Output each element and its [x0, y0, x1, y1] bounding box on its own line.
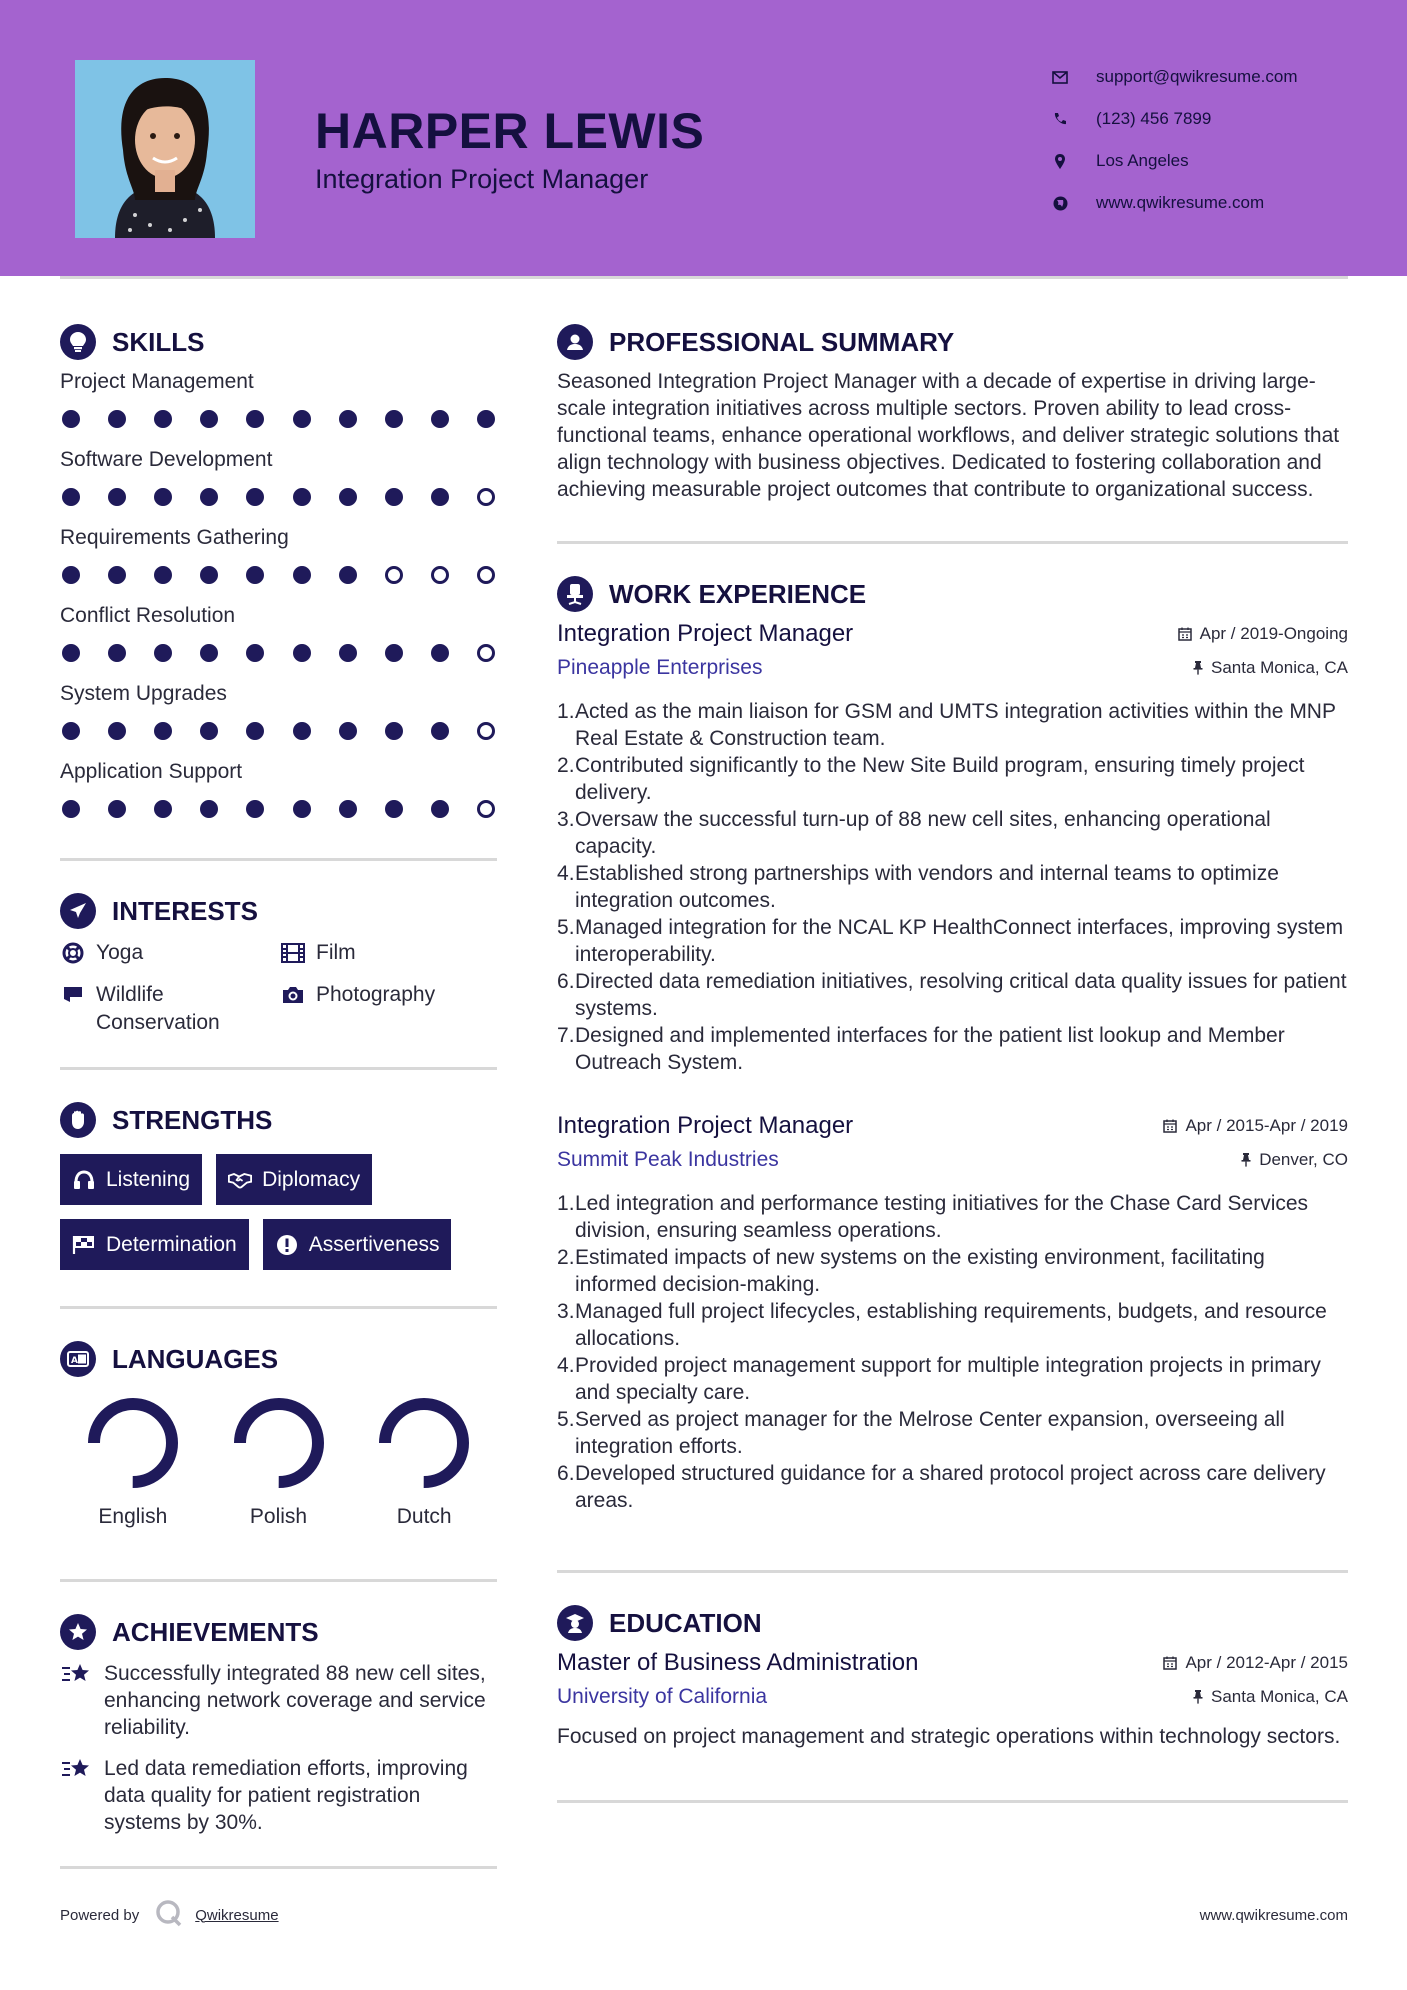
duty-item: Established strong partnerships with vendors and internal teams to optimize integration outcomes. [575, 862, 1279, 912]
strengths-section [60, 1100, 497, 1270]
strength-tag-assertiveness [263, 1219, 452, 1270]
language-label: Dutch [396, 1505, 452, 1528]
summary-text: Seasoned Integration Project Manager with a decade of expertise in driving large-scale integration initiatives across multiple sectors. Proven ability to lead cross-functional teams, enhance operational workflows, and deliver strategic solutions that align technology with business objectives. Dedicated to fostering collaboration and achieving measurable project outcomes that contribute to organizational success. [557, 370, 1340, 501]
phone-icon [1050, 109, 1070, 129]
rating-dot-filled [200, 722, 218, 740]
education-dates-text: Apr / 2012-Apr / 2015 [1185, 1653, 1348, 1672]
job-head [557, 1112, 1348, 1140]
rating-dot-filled [246, 800, 264, 818]
shooting-star-icon [60, 1755, 94, 1782]
contact-website[interactable] [1050, 182, 1350, 224]
strength-label: Diplomacy [262, 1167, 361, 1191]
rating-dot-filled [154, 800, 172, 818]
achievement-text: Successfully integrated 88 new cell sites, enhancing network coverage and service reliability. [104, 1662, 486, 1739]
achievement-text: Led data remediation efforts, improving data quality for patient registration systems by 30%. [104, 1757, 468, 1834]
rating-dot-filled [108, 488, 126, 506]
job-dates-text: Apr / 2019-Ongoing [1199, 624, 1348, 643]
rating-dot-filled [200, 410, 218, 428]
rating-dot-empty [477, 488, 495, 506]
calendar-icon [1178, 627, 1192, 641]
divider [60, 1579, 497, 1582]
education-sub [557, 1685, 1348, 1709]
job-location [1193, 658, 1348, 678]
duty-list [557, 1190, 1348, 1514]
achievements-heading [60, 1612, 497, 1652]
skill-name: Application Support [60, 760, 243, 783]
rating-dot-filled [154, 722, 172, 740]
contact-website-text: www.qwikresume.com [1096, 193, 1265, 212]
rating-dot-filled [385, 410, 403, 428]
skill-name: Project Management [60, 370, 254, 393]
rating-dot-filled [200, 566, 218, 584]
user-icon [557, 324, 593, 360]
skill-name: Conflict Resolution [60, 604, 236, 627]
company-name: Summit Peak Industries [557, 1148, 779, 1171]
rating-dot-filled [339, 488, 357, 506]
duty-list [557, 698, 1348, 1076]
interest-film [280, 939, 497, 967]
strength-tag-determination [60, 1219, 249, 1270]
achievement-item [60, 1755, 497, 1836]
job-location-text: Santa Monica, CA [1210, 658, 1348, 677]
contact-location-text: Los Angeles [1096, 151, 1189, 170]
language-item [60, 1395, 206, 1529]
duty-item: Acted as the main liaison for GSM and UMTS integration activities within the MNP Real Estate & Construction team. [575, 700, 1336, 750]
languages-title: LANGUAGES [112, 1343, 279, 1374]
interest-label: Photography [316, 983, 436, 1006]
rating-dot-empty [431, 566, 449, 584]
handshake-icon [228, 1168, 252, 1192]
strengths-heading [60, 1100, 497, 1140]
skills-list [60, 368, 497, 832]
rating-dot-filled [477, 410, 495, 428]
rating-dot-filled [62, 722, 80, 740]
camera-icon [280, 981, 306, 1009]
header-divider [60, 276, 1348, 279]
lifebuoy-icon [60, 939, 86, 967]
duty-item: Developed structured guidance for a shared protocol project across care delivery areas. [575, 1462, 1326, 1512]
rating-dot-filled [246, 410, 264, 428]
strengths-title: STRENGTHS [112, 1104, 273, 1135]
education-location-text: Santa Monica, CA [1210, 1687, 1348, 1706]
rating-dot-filled [293, 644, 311, 662]
rating-dot-filled [246, 488, 264, 506]
rating-dot-filled [62, 410, 80, 428]
language-level-ring [85, 1395, 181, 1491]
rating-dot-filled [431, 722, 449, 740]
job-entry [557, 620, 1348, 1076]
paper-plane-icon [60, 893, 96, 929]
rating-dot-filled [293, 800, 311, 818]
education-section [557, 1603, 1348, 1750]
checkered-flag-icon [72, 1233, 96, 1257]
languages-section [60, 1339, 497, 1529]
summary-heading [557, 322, 1348, 362]
rating-dot-filled [339, 410, 357, 428]
globe-icon [1050, 193, 1070, 213]
job-sub [557, 656, 1348, 680]
achievement-item [60, 1660, 497, 1741]
skill-rating [60, 708, 497, 754]
job-entry [557, 1112, 1348, 1514]
divider [60, 858, 497, 861]
rating-dot-filled [154, 410, 172, 428]
language-level-arc [385, 1404, 463, 1482]
strengths-tags [60, 1154, 497, 1270]
language-label: Polish [249, 1505, 308, 1528]
interest-wildlife-conservation [60, 981, 280, 1037]
achievements-title: ACHIEVEMENTS [112, 1616, 319, 1647]
interest-label: Wildlife Conservation [96, 983, 220, 1034]
interests-grid [60, 939, 497, 1037]
education-location [1193, 1687, 1348, 1707]
rating-dot-filled [154, 644, 172, 662]
company-name: Pineapple Enterprises [557, 656, 763, 679]
contact-email[interactable] [1050, 56, 1350, 98]
footer-url[interactable]: www.qwikresume.com [1199, 1906, 1348, 1924]
job-title: Integration Project Manager [557, 620, 854, 647]
language-level-ring [376, 1395, 472, 1491]
footer [60, 1900, 1348, 1930]
language-level-arc [94, 1404, 172, 1482]
pushpin-icon [1193, 661, 1203, 675]
fist-icon [60, 1102, 96, 1138]
profile-photo [75, 60, 255, 238]
rating-dot-filled [200, 800, 218, 818]
contact-email-text: support@qwikresume.com [1096, 67, 1298, 86]
contact-phone-text: (123) 456 7899 [1096, 109, 1212, 128]
skill-rating [60, 396, 497, 442]
duty-item: Managed integration for the NCAL KP HealthConnect interfaces, improving system interoperability. [575, 916, 1344, 966]
job-sub [557, 1148, 1348, 1172]
divider [557, 541, 1348, 544]
strength-tag-diplomacy [216, 1154, 372, 1205]
divider [60, 1306, 497, 1309]
language-level-ring [231, 1395, 327, 1491]
map-marker-icon [1050, 151, 1070, 171]
interest-yoga [60, 939, 280, 967]
rating-dot-filled [293, 488, 311, 506]
achievements-list [60, 1660, 497, 1836]
rating-dot-filled [339, 722, 357, 740]
headphones-icon [72, 1168, 96, 1192]
strength-label: Listening [106, 1167, 191, 1191]
rating-dot-filled [246, 722, 264, 740]
rating-dot-filled [62, 800, 80, 818]
education-description: Focused on project management and strategic operations within technology sectors. [557, 1725, 1341, 1748]
rating-dot-filled [62, 566, 80, 584]
interests-title: INTERESTS [112, 895, 258, 926]
divider [557, 1800, 1348, 1803]
divider [557, 1570, 1348, 1573]
rating-dot-filled [108, 722, 126, 740]
rating-dot-filled [431, 800, 449, 818]
rating-dot-filled [200, 488, 218, 506]
right-column [557, 322, 1348, 1803]
skills-title: SKILLS [112, 326, 205, 357]
exclamation-icon [275, 1233, 299, 1257]
experience-heading [557, 574, 1348, 614]
rating-dot-empty [385, 566, 403, 584]
language-icon [60, 1341, 96, 1377]
language-item [351, 1395, 497, 1529]
rating-dot-empty [477, 566, 495, 584]
duty-item: Designed and implemented interfaces for the patient list lookup and Member Outreach System. [575, 1024, 1285, 1074]
interests-heading [60, 891, 497, 931]
rating-dot-filled [293, 722, 311, 740]
svg-text:A: A [71, 1356, 78, 1366]
star-badge-icon [60, 1614, 96, 1650]
powered-by-label: Powered by [60, 1906, 140, 1924]
skill-name: Software Development [60, 448, 273, 471]
jobs-list [557, 620, 1348, 1514]
languages-list [60, 1395, 497, 1529]
duty-item: Contributed significantly to the New Site Build program, ensuring timely project delivery. [575, 754, 1305, 804]
skill-rating [60, 552, 497, 598]
rating-dot-filled [339, 800, 357, 818]
summary-title: PROFESSIONAL SUMMARY [609, 326, 955, 357]
rating-dot-filled [200, 644, 218, 662]
duty-item: Estimated impacts of new systems on the existing environment, facilitating informed decision-making. [575, 1246, 1265, 1296]
rating-dot-filled [62, 488, 80, 506]
interests-section [60, 891, 497, 1037]
lightbulb-icon [60, 324, 96, 360]
skill-rating [60, 474, 497, 520]
shooting-star-icon [60, 1660, 94, 1687]
duty-item: Led integration and performance testing initiatives for the Chase Card Services division, ensuring seamless operations. [575, 1192, 1309, 1242]
rating-dot-filled [108, 800, 126, 818]
pushpin-icon [1241, 1153, 1251, 1167]
rating-dot-filled [108, 644, 126, 662]
skill-rating [60, 630, 497, 676]
duty-item: Managed full project lifecycles, establishing requirements, budgets, and resource allocations. [575, 1300, 1327, 1350]
school-name: University of California [557, 1685, 768, 1708]
rating-dot-filled [154, 566, 172, 584]
job-dates [1163, 1116, 1348, 1136]
rating-dot-filled [246, 566, 264, 584]
strength-tag-listening [60, 1154, 202, 1205]
powered-by [60, 1899, 279, 1931]
strength-label: Assertiveness [308, 1232, 440, 1256]
rating-dot-filled [293, 566, 311, 584]
calendar-icon [1163, 1119, 1177, 1133]
education-head [557, 1649, 1348, 1677]
job-head [557, 620, 1348, 648]
job-title: Integration Project Manager [557, 1112, 854, 1139]
rating-dot-filled [293, 410, 311, 428]
divider [60, 1866, 497, 1869]
rating-dot-filled [108, 410, 126, 428]
skill-rating [60, 786, 497, 832]
rating-dot-filled [108, 566, 126, 584]
brand-link[interactable]: Qwikresume [195, 1906, 279, 1924]
education-dates [1163, 1653, 1348, 1673]
rating-dot-filled [431, 644, 449, 662]
skills-section [60, 322, 497, 832]
rating-dot-filled [385, 644, 403, 662]
rating-dot-empty [477, 644, 495, 662]
rating-dot-filled [339, 644, 357, 662]
education-heading [557, 1603, 1348, 1643]
rating-dot-filled [246, 644, 264, 662]
office-chair-icon [557, 576, 593, 612]
contact-list [1050, 56, 1350, 224]
resume-header [0, 0, 1407, 276]
rating-dot-filled [385, 800, 403, 818]
calendar-icon [1163, 1656, 1177, 1670]
achievements-section [60, 1612, 497, 1836]
language-item [206, 1395, 352, 1529]
job-dates-text: Apr / 2015-Apr / 2019 [1185, 1116, 1348, 1135]
experience-section [557, 574, 1348, 1514]
duty-item: Served as project manager for the Melrose Center expansion, overseeing all integration efforts. [575, 1408, 1285, 1458]
interest-photography [280, 981, 497, 1037]
candidate-name: HARPER LEWIS [315, 103, 705, 159]
rating-dot-filled [385, 722, 403, 740]
skill-name: Requirements Gathering [60, 526, 289, 549]
rating-dot-filled [385, 488, 403, 506]
interest-label: Film [316, 941, 356, 964]
rating-dot-filled [154, 488, 172, 506]
summary-section [557, 322, 1348, 503]
degree-title: Master of Business Administration [557, 1649, 919, 1676]
rating-dot-filled [62, 644, 80, 662]
graduate-icon [557, 1605, 593, 1641]
experience-title: WORK EXPERIENCE [609, 578, 867, 609]
candidate-role: Integration Project Manager [315, 164, 649, 194]
contact-phone[interactable] [1050, 98, 1350, 140]
education-title: EDUCATION [609, 1607, 762, 1638]
duty-item: Oversaw the successful turn-up of 88 new cell sites, enhancing operational capacity. [575, 808, 1271, 858]
language-label: English [98, 1505, 168, 1528]
flag-icon [60, 981, 86, 1009]
film-icon [280, 939, 306, 967]
rating-dot-filled [431, 410, 449, 428]
contact-location [1050, 140, 1350, 182]
rating-dot-filled [339, 566, 357, 584]
job-location-text: Denver, CO [1259, 1150, 1348, 1169]
duty-item: Directed data remediation initiatives, resolving critical data quality issues for patient systems. [575, 970, 1347, 1020]
divider [60, 1067, 497, 1070]
duty-item: Provided project management support for multiple integration projects in primary and specialty care. [575, 1354, 1321, 1404]
job-location [1241, 1150, 1348, 1170]
languages-heading [60, 1339, 497, 1379]
rating-dot-empty [477, 800, 495, 818]
interest-label: Yoga [96, 941, 144, 964]
rating-dot-empty [477, 722, 495, 740]
envelope-icon [1050, 67, 1070, 87]
skills-heading [60, 322, 497, 362]
rating-dot-filled [431, 488, 449, 506]
strength-label: Determination [106, 1232, 237, 1256]
skill-name: System Upgrades [60, 682, 227, 705]
qwikresume-logo-icon [155, 1899, 183, 1931]
left-column [60, 322, 497, 1869]
job-dates [1178, 624, 1348, 644]
pushpin-icon [1193, 1690, 1203, 1704]
language-level-arc [240, 1404, 318, 1482]
